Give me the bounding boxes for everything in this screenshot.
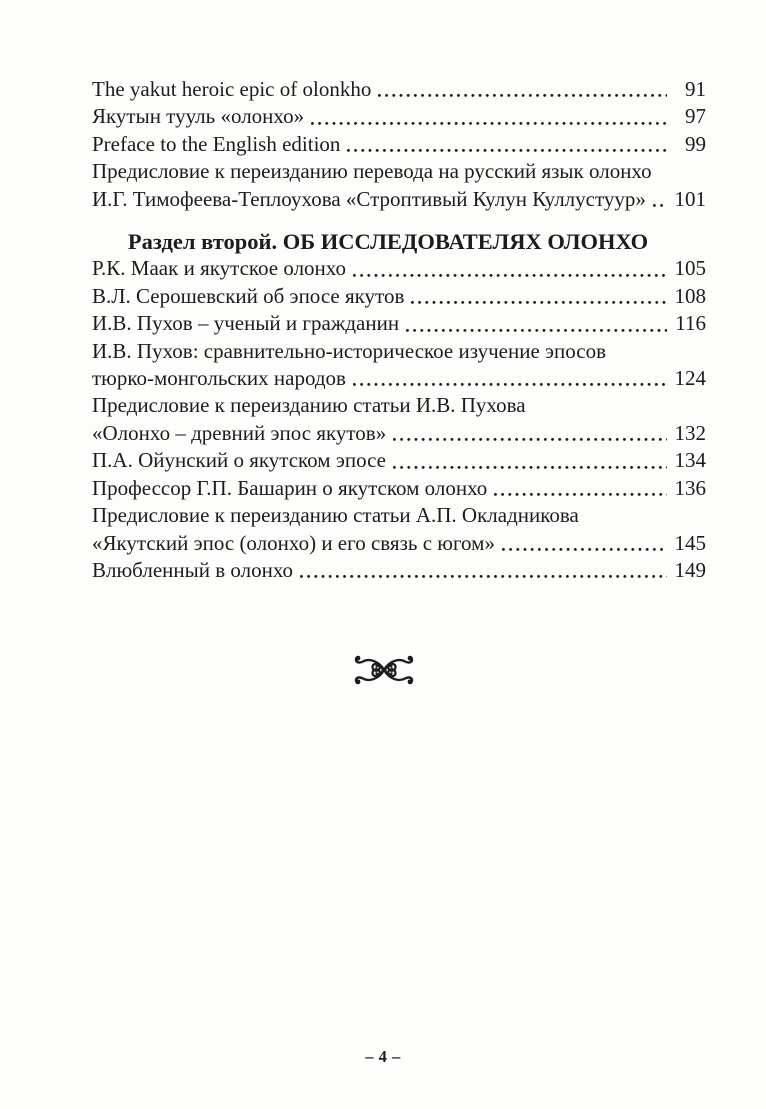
section-heading: Раздел второй. ОБ ИССЛЕДОВАТЕЛЯХ ОЛОНХО (127, 229, 649, 255)
toc-entry-title: Р.К. Маак и якутское олонхо (92, 256, 346, 281)
dotted-leader (404, 283, 672, 310)
toc-entry (92, 420, 706, 447)
toc-page-number: 91 (685, 77, 706, 101)
dotted-leader (495, 530, 672, 557)
toc-page-number: 124 (674, 366, 706, 391)
toc-entry (92, 76, 706, 103)
toc-page-number: 132 (674, 420, 706, 445)
toc-entry (92, 103, 706, 130)
toc-entry-title: тюрко-монгольских народов (92, 366, 346, 391)
toc-entry-title: Предисловие к переизданию статьи И.В. Пухова (92, 393, 526, 418)
toc-entry (92, 365, 706, 392)
dotted-leader (386, 447, 672, 474)
toc-entry (92, 557, 706, 584)
toc-entry (92, 475, 706, 502)
toc-page-number: 134 (674, 448, 706, 473)
toc-entry-continued-first-line (92, 392, 706, 419)
toc-entry-continued-first-line (92, 502, 706, 529)
toc-entry (92, 186, 706, 213)
page-number-footer: – 4 – (365, 1047, 401, 1066)
toc-entry-title: Якутын тууль «олонхо» (92, 104, 305, 129)
toc-entry-title: Предисловие к переизданию статьи А.П. Окладникова (92, 503, 579, 528)
toc-page-number: 101 (674, 186, 706, 211)
dotted-leader (399, 310, 672, 337)
toc-entry-title: «Якутский эпос (олонхо) и его связь с югом» (92, 530, 495, 555)
dotted-leader (346, 255, 672, 282)
toc-page-number: 116 (675, 311, 706, 336)
toc-page-number: 149 (674, 557, 706, 582)
dotted-leader (304, 103, 672, 130)
toc-entry (92, 447, 706, 474)
toc-page-number: 105 (674, 256, 706, 281)
toc-entry-title: Предисловие к переизданию перевода на русский язык олонхо (92, 159, 652, 184)
toc-entry-title: И.В. Пухов – ученый и гражданин (92, 311, 400, 336)
toc-entry-title: Профессор Г.П. Башарин о якутском олонхо (92, 475, 488, 500)
dotted-leader (293, 557, 672, 584)
toc-entry-title: Preface to the English edition (92, 131, 341, 156)
toc-entry (92, 255, 706, 282)
toc-entry-continued-first-line (92, 158, 706, 185)
toc-entry (92, 283, 706, 310)
toc-entry (92, 131, 706, 158)
toc-page-number: 136 (674, 475, 706, 500)
toc-entry-continued-first-line (92, 338, 706, 365)
toc-entry-title: The yakut heroic epic of olonkho (92, 77, 372, 101)
toc-entry-title: В.Л. Серошевский об эпосе якутов (92, 283, 405, 308)
toc-entry (92, 530, 706, 557)
table-of-contents (92, 76, 706, 584)
toc-entry-title: «Олонхо – древний эпос якутов» (92, 420, 387, 445)
dotted-leader (646, 186, 672, 213)
toc-page-number: 108 (674, 283, 706, 308)
toc-entry-title: И.В. Пухов: сравнительно-историческое изучение эпосов (92, 338, 607, 363)
dotted-leader (340, 131, 672, 158)
toc-entry-title: Влюбленный в олонхо (92, 557, 294, 582)
dotted-leader (371, 76, 672, 103)
toc-entry-title: П.А. Ойунский о якутском эпосе (92, 448, 386, 473)
dotted-leader (386, 420, 672, 447)
toc-entry (92, 310, 706, 337)
ornament-divider-icon (352, 651, 416, 689)
toc-page-number: 145 (674, 530, 706, 555)
toc-page-number: 99 (685, 131, 706, 156)
toc-page-number: 97 (685, 104, 706, 129)
dotted-leader (487, 475, 672, 502)
toc-entry-title: И.Г. Тимофеева-Теплоухова «Строптивый Кулун Куллустуур» (92, 186, 646, 211)
dotted-leader (346, 365, 672, 392)
